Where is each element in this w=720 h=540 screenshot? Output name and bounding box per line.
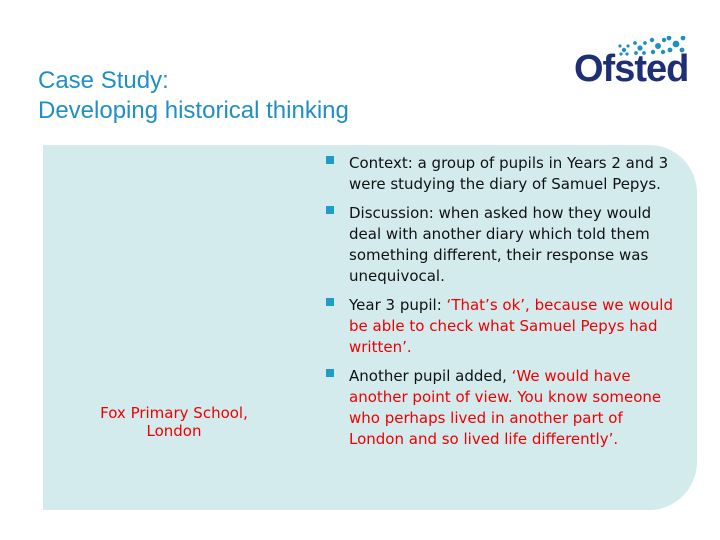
bullet-lead: Year 3 pupil: bbox=[349, 296, 447, 314]
title-line-1: Case Study: bbox=[38, 67, 169, 94]
title-line-2: Developing historical thinking bbox=[38, 97, 349, 124]
content-panel bbox=[43, 145, 697, 510]
image-caption: Fox Primary School, London bbox=[100, 404, 248, 440]
bullet-context bbox=[325, 153, 681, 195]
bullet-list bbox=[325, 153, 681, 458]
bullet-icon bbox=[326, 206, 334, 214]
slide-title bbox=[38, 66, 349, 126]
logo-text: Ofsted bbox=[574, 48, 689, 90]
bullet-another-pupil bbox=[325, 366, 681, 450]
bullet-icon bbox=[326, 369, 334, 377]
bullet-icon bbox=[326, 298, 334, 306]
bullet-lead: Another pupil added, bbox=[349, 367, 512, 385]
bullet-text: Context: a group of pupils in Years 2 and 3 were studying the diary of Samuel Pepys. bbox=[349, 154, 669, 193]
bullet-year3-pupil bbox=[325, 295, 681, 358]
bullet-quote: ‘We would have another point of view. You know someone who perhaps lived in another part of London and so lived life differently’. bbox=[349, 367, 662, 448]
bullet-icon bbox=[326, 156, 334, 164]
bullet-quote: ‘That’s ok’, because we would be able to check what Samuel Pepys had written’. bbox=[349, 296, 673, 356]
bullet-text: Discussion: when asked how they would deal with another diary which told them something different, their response was unequivocal. bbox=[349, 204, 652, 285]
ofsted-logo bbox=[570, 34, 690, 96]
bullet-discussion bbox=[325, 203, 681, 287]
